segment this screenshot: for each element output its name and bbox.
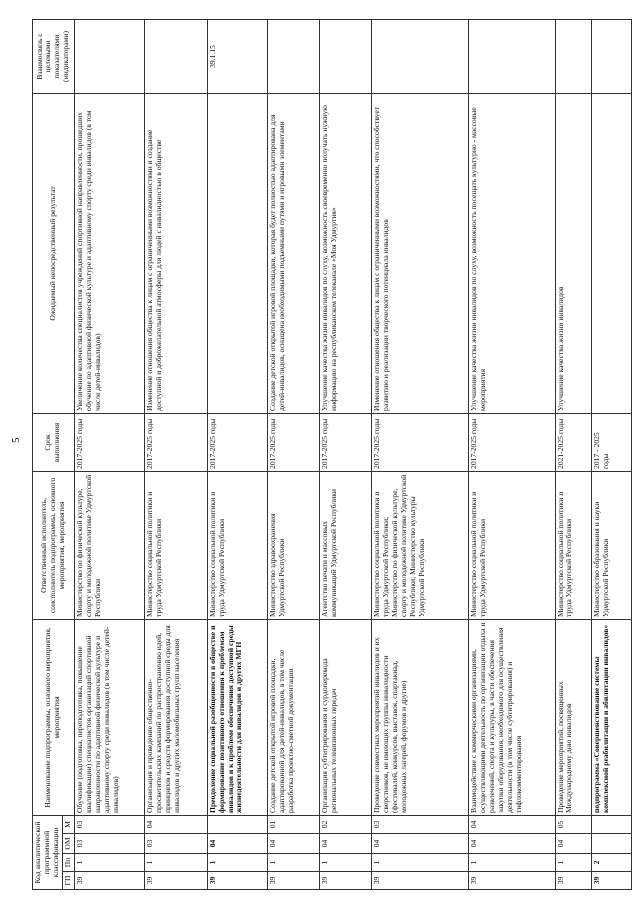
table-row	[555, 19, 591, 889]
cell-om: 04	[555, 834, 591, 854]
cell-name: Организация субтитрирования и сурдоперевода региональных телевизионных передач	[320, 619, 372, 815]
cell-term: 2021-2025 годы	[555, 413, 591, 471]
cell-link	[469, 19, 555, 93]
cell-pp: 1	[320, 854, 372, 872]
cell-gp: 39	[591, 872, 631, 890]
header-om: ОМ	[62, 834, 74, 854]
cell-gp: 39	[74, 872, 144, 890]
cell-om: 04	[469, 834, 555, 854]
cell-m: 01	[267, 815, 319, 833]
cell-om: 04	[372, 834, 469, 854]
cell-executor: Министерство социальной политики и труда Удмуртской Республики	[145, 471, 207, 619]
cell-m: 03	[74, 815, 144, 833]
cell-m	[591, 815, 631, 833]
cell-name: Взаимодействие с коммерческими организациями, осуществляющими деятельность по организации отдыха и развлечений, спорта и культуры, в части обеспечения закупки оборудования, необходимого для осуществления деятельности (в том числе субтитрирования) и тифлокомментирования	[469, 619, 555, 815]
cell-m: 02	[320, 815, 372, 833]
cell-name: Проведение совместных мероприятий инвалидов и их сверстников, не имеющих группы инвалидности (фестивалей, конкурсов, выставок, спартакиад, молодежных лагерей, форумов и другие)	[372, 619, 469, 815]
cell-executor: Министерство образования и науки Удмуртской Республики	[591, 471, 631, 619]
cell-result: Изменение отношения общества к лицам с ограниченными возможностями и создание доступной и доброжелательной атмосферы для людей с инвалидностью в обществе	[145, 93, 207, 413]
cell-term: 2017 - 2025 годы	[591, 413, 631, 471]
cell-term: 2017-2025 годы	[145, 413, 207, 471]
program-table	[32, 19, 632, 890]
cell-result	[207, 93, 267, 413]
rotated-table-container	[32, 20, 632, 890]
cell-gp: 39	[267, 872, 319, 890]
cell-om: 03	[74, 834, 144, 854]
header-gp: ГП	[62, 872, 74, 890]
table-row	[267, 19, 319, 889]
cell-pp: 1	[145, 854, 207, 872]
cell-om	[591, 834, 631, 854]
cell-gp: 39	[372, 872, 469, 890]
cell-link	[74, 19, 144, 93]
cell-name: Преодоление социальной разобщенности в обществе и формирование позитивного отношения к проблемам инвалидов и к проблеме обеспечения доступной среды жизнедеятельности для инвалидов и других МГН	[207, 619, 267, 815]
header-link: Взаимосвязь с целевыми показателями (индикаторами)	[33, 19, 75, 93]
cell-executor: Министерство социальной политики и труда Удмуртской Республики	[555, 471, 591, 619]
cell-link: 39.1.15	[207, 19, 267, 93]
table-row	[372, 19, 469, 889]
cell-executor: Министерство социальной политики и труда Удмуртской Республики	[207, 471, 267, 619]
cell-om: 04	[267, 834, 319, 854]
table-row	[74, 19, 144, 889]
cell-gp: 39	[555, 872, 591, 890]
header-name: Наименование подпрограммы, основного мероприятия, мероприятия	[33, 619, 75, 815]
cell-name: подпрограмма «Совершенствование системы комплексной реабилитации и абилитации инвалидов»	[591, 619, 631, 815]
cell-term: 2017-2025 годы	[207, 413, 267, 471]
cell-gp: 39	[320, 872, 372, 890]
cell-om: 04	[320, 834, 372, 854]
cell-result: Увеличение количества специалистов учреждений спортивной направленности, прошедших обучение по адаптивной физической культуре и адаптивному спорту среди инвалидов (в том числе детей-инвалидов)	[74, 93, 144, 413]
cell-om: 03	[145, 834, 207, 854]
table-row	[207, 19, 267, 889]
table-row	[320, 19, 372, 889]
cell-pp: 1	[267, 854, 319, 872]
cell-term: 2017-2025 годы	[372, 413, 469, 471]
cell-name: Создание детской открытой игровой площадки, адаптированной для детей-инвалидов, в том числе разработка проектно-сметной документации	[267, 619, 319, 815]
cell-result: Улучшение качества жизни инвалидов	[555, 93, 591, 413]
cell-result: Улучшение качества жизни инвалидов по слуху, возможность своевременно получать нужную информацию на республиканском телеканале «Моя Удмуртия»	[320, 93, 372, 413]
header-executor: Ответственный исполнитель, соисполнитель подпрограммы, основного мероприятия, мероприятия	[33, 471, 75, 619]
cell-gp: 39	[469, 872, 555, 890]
cell-m: 03	[372, 815, 469, 833]
cell-term: 2017-2025 годы	[267, 413, 319, 471]
cell-gp: 39	[207, 872, 267, 890]
page-number: 5	[10, 437, 22, 443]
cell-term: 2017-2025 годы	[74, 413, 144, 471]
cell-link	[372, 19, 469, 93]
cell-executor: Министерство социальной политики и труда Удмуртской Республики	[469, 471, 555, 619]
table-row	[469, 19, 555, 889]
table-row	[591, 19, 631, 889]
table-row	[145, 19, 207, 889]
cell-result: Улучшение качества жизни инвалидов по слуху, возможность посещать культурно - массовые мероприятия	[469, 93, 555, 413]
cell-link	[320, 19, 372, 93]
cell-result: Изменение отношения общества к лицам с ограниченными возможностями, что способствует развитию и реализации творческого потенциала инвалидов	[372, 93, 469, 413]
cell-executor: Министерство здравоохранения Удмуртской Республики	[267, 471, 319, 619]
cell-pp: 2	[591, 854, 631, 872]
cell-result	[591, 93, 631, 413]
header-m: М	[62, 815, 74, 833]
cell-pp: 1	[372, 854, 469, 872]
cell-pp: 1	[207, 854, 267, 872]
cell-pp: 1	[555, 854, 591, 872]
cell-name: Проведение мероприятий, посвященных Международному дню инвалидов	[555, 619, 591, 815]
cell-link	[145, 19, 207, 93]
cell-pp: 1	[74, 854, 144, 872]
cell-gp: 39	[145, 872, 207, 890]
cell-executor: Министерство социальной политики и труда Удмуртской Республики; Министерство по физической культуре, спорту и молодежной политике Удмуртской Республики; Министерство культуры Удмуртской Республики	[372, 471, 469, 619]
header-pp: Пп	[62, 854, 74, 872]
cell-m	[207, 815, 267, 833]
header-result: Ожидаемый непосредственный результат	[33, 93, 75, 413]
cell-m: 05	[555, 815, 591, 833]
cell-executor: Министерство по физической культуре, спорту и молодежной политике Удмуртской Республики	[74, 471, 144, 619]
cell-link	[555, 19, 591, 93]
cell-m: 04	[145, 815, 207, 833]
cell-om: 04	[207, 834, 267, 854]
cell-name: Обучение (подготовка, переподготовка, повышение квалификации) специалистов организаций спортивной направленности по адаптивной физической культуре и адаптивному спорту среди инвалидов (в том числе детей-инвалидов)	[74, 619, 144, 815]
cell-term: 2017-2025 годы	[469, 413, 555, 471]
cell-term: 2017-2025 годы	[320, 413, 372, 471]
header-term: Срок выполнения	[33, 413, 75, 471]
cell-result: Создание детской открытой игровой площадки, которая будет полностью адаптирована для детей-инвалидов, оснащена необходимыми подъемными путями и игровыми элементами	[267, 93, 319, 413]
cell-link	[591, 19, 631, 93]
cell-m: 04	[469, 815, 555, 833]
cell-pp: 1	[469, 854, 555, 872]
cell-name: Организация и проведение общественно-просветительских кампаний по распространению идей, принципов и средств формирования доступной среды для инвалидов и других маломобильных групп населения	[145, 619, 207, 815]
header-code-group: Код аналитической программной классификации	[33, 815, 63, 889]
cell-executor: Агентство печати и массовых коммуникаций Удмуртской Республики	[320, 471, 372, 619]
cell-link	[267, 19, 319, 93]
